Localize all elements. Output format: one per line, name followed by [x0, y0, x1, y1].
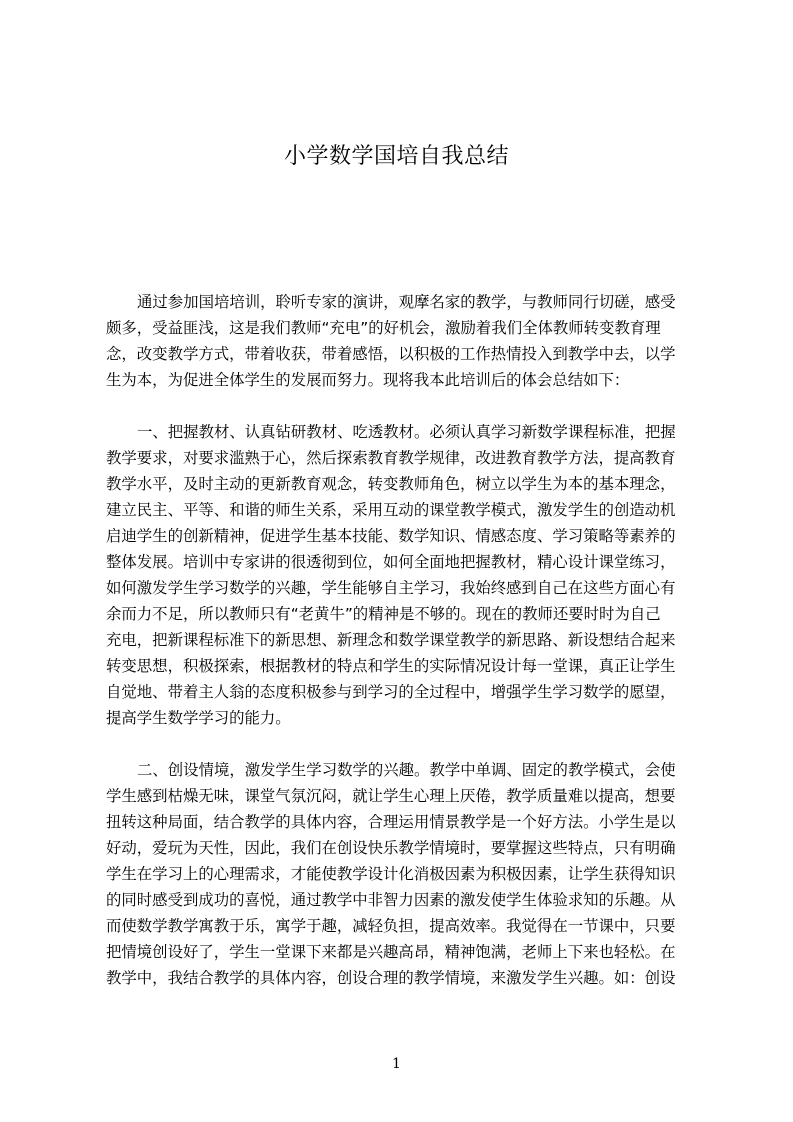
paragraph-line: 生为本，为促进全体学生的发展而努力。现将我本此培训后的体会总结如下： [106, 371, 630, 389]
document-title: 小学数学国培自我总结 [283, 144, 509, 169]
paragraph-line: 一、把握教材、认真钻研教材、吃透教材。必须认真学习新数学课程标准，把握 [137, 423, 676, 441]
paragraph-line: 念，改变教学方式，带着收获，带着感悟，以积极的工作热情投入到教学中去，以学 [106, 345, 676, 363]
document-body [106, 289, 706, 991]
paragraph-line: 教学中，我结合教学的具体内容，创设合理的教学情境，来激发学生兴趣。如：创设 [106, 969, 676, 987]
paragraph-line: 如何激发学生学习数学的兴趣，学生能够自主学习，我始终感到自己在这些方面心有 [106, 579, 676, 597]
paragraph-line: 学生感到枯燥无味，课堂气氛沉闷，就让学生心理上厌倦，教学质量难以提高，想要 [106, 787, 676, 805]
paragraph-line: 自觉地、带着主人翁的态度积极参与到学习的全过程中，增强学生学习数学的愿望， [106, 683, 676, 701]
paragraph-line: 提高学生数学学习的能力。 [106, 709, 291, 727]
paragraph-line: 转变思想，积极探索，根据教材的特点和学生的实际情况设计每一堂课，真正让学生 [106, 657, 676, 675]
paragraph-line: 扭转这种局面，结合教学的具体内容，合理运用情景教学是一个好方法。小学生是以 [106, 813, 676, 831]
paragraph-line: 颇多，受益匪浅，这是我们教师“充电”的好机会，激励着我们全体教师转变教育理 [106, 319, 661, 337]
paragraph-line: 好动，爱玩为天性，因此，我们在创设快乐教学情境时，要掌握这些特点，只有明确 [106, 839, 676, 857]
paragraph-line: 通过参加国培培训，聆听专家的演讲，观摩名家的教学，与教师同行切磋，感受 [137, 293, 676, 311]
paragraph-line: 教学水平，及时主动的更新教育观念，转变教师角色，树立以学生为本的基本理念， [106, 475, 676, 493]
paragraph-line: 充电，把新课程标准下的新思想、新理念和数学课堂教学的新思路、新设想结合起来 [106, 631, 676, 649]
paragraph-line: 整体发展。培训中专家讲的很透彻到位，如何全面地把握教材，精心设计课堂练习， [106, 553, 676, 571]
paragraph-line: 建立民主、平等、和谐的师生关系，采用互动的课堂教学模式，激发学生的创造动机 [106, 501, 676, 519]
paragraph-line: 余而力不足，所以教师只有“老黄牛”的精神是不够的。现在的教师还要时时为自己 [106, 605, 661, 623]
paragraph-line: 而使数学教学寓教于乐，寓学于趣，减轻负担，提高效率。我觉得在一节课中，只要 [106, 917, 676, 935]
paragraph-line: 把情境创设好了，学生一堂课下来都是兴趣高昂，精神饱满，老师上下来也轻松。在 [106, 943, 676, 961]
page-number: 1 [392, 1056, 401, 1072]
paragraph-gap [106, 731, 706, 757]
paragraph-line: 学生在学习上的心理需求，才能使教学设计化消极因素为积极因素，让学生获得知识 [106, 865, 676, 883]
paragraph-gap [106, 393, 706, 419]
paragraph-line: 启迪学生的创新精神，促进学生基本技能、数学知识、情感态度、学习策略等素养的 [106, 527, 676, 545]
paragraph-line: 教学要求，对要求滥熟于心，然后探索教育教学规律，改进教育教学方法，提高教育 [106, 449, 676, 467]
paragraph-line: 二、创设情境，激发学生学习数学的兴趣。教学中单调、固定的教学模式，会使 [137, 761, 676, 779]
paragraph-line: 的同时感受到成功的喜悦，通过教学中非智力因素的激发使学生体验求知的乐趣。从 [106, 891, 676, 909]
